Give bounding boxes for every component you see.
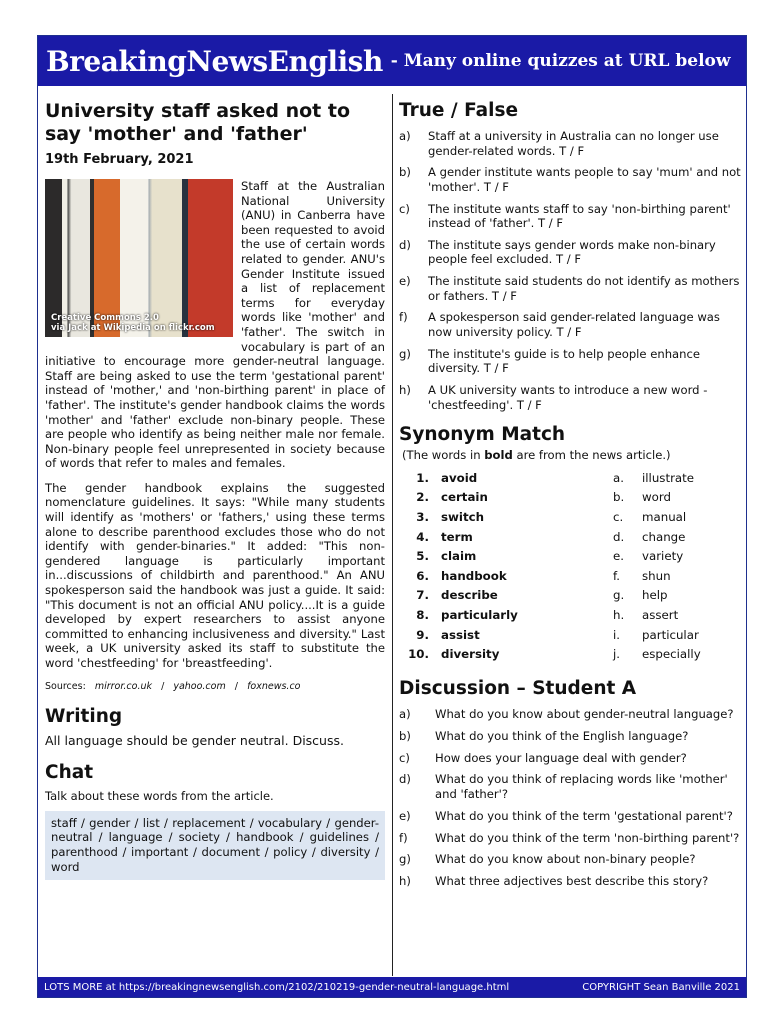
brand-title: BreakingNewsEnglish bbox=[46, 44, 383, 78]
item-letter: h) bbox=[399, 383, 411, 398]
synonym-word: certain bbox=[441, 490, 488, 505]
synonym-letter: b. bbox=[613, 490, 625, 505]
item-letter: b) bbox=[399, 728, 411, 743]
synonym-row bbox=[399, 566, 741, 586]
item-letter: f) bbox=[399, 310, 408, 325]
discussion-item bbox=[399, 874, 741, 889]
synonym-word: particularly bbox=[441, 608, 518, 623]
synonym-letter: e. bbox=[613, 549, 625, 564]
item-text: A gender institute wants people to say 'mum' and not 'mother'. T / F bbox=[428, 165, 741, 194]
synonym-letter: g. bbox=[613, 588, 625, 603]
item-text: What do you know about gender-neutral language? bbox=[435, 707, 734, 722]
sources-label: Sources: bbox=[45, 680, 86, 692]
chat-title: Chat bbox=[45, 761, 94, 783]
photo-credit-line: via Jack at Wikipedia on flickr.com bbox=[51, 323, 215, 333]
synonym-letter: i. bbox=[613, 627, 621, 642]
item-text: How does your language deal with gender? bbox=[435, 750, 687, 765]
item-letter: e) bbox=[399, 808, 411, 823]
synonym-match: variety bbox=[642, 549, 684, 564]
synonym-letter: d. bbox=[613, 529, 625, 544]
item-text: The institute says gender words make non-binary people feel excluded. T / F bbox=[428, 237, 716, 267]
true-false-item bbox=[399, 310, 741, 339]
item-letter: f) bbox=[399, 830, 408, 845]
synonym-subtitle-bold: bold bbox=[484, 448, 513, 463]
synonym-match: help bbox=[642, 588, 668, 603]
discussion-item bbox=[399, 729, 741, 744]
synonym-row bbox=[399, 468, 741, 488]
item-text: What do you think of the term 'non-birthing parent'? bbox=[435, 830, 740, 845]
synonym-row bbox=[399, 586, 741, 606]
synonym-number: 3. bbox=[416, 510, 429, 525]
synonym-subtitle-text: are from the news article.) bbox=[512, 448, 671, 463]
true-false-item bbox=[399, 347, 741, 376]
source-link[interactable]: mirror.co.uk bbox=[94, 680, 152, 692]
synonym-word: describe bbox=[441, 588, 498, 603]
synonym-number: 2. bbox=[416, 490, 429, 505]
synonym-match-title: Synonym Match bbox=[399, 424, 566, 446]
item-text: What do you think of the term 'gestational parent'? bbox=[435, 808, 733, 823]
item-letter: b) bbox=[399, 165, 411, 180]
synonym-row bbox=[399, 625, 741, 645]
synonym-match: manual bbox=[642, 510, 687, 525]
discussion-item bbox=[399, 772, 741, 801]
discussion-item bbox=[399, 707, 741, 722]
item-text: What do you think of the English language? bbox=[435, 728, 689, 743]
synonym-letter: j. bbox=[613, 647, 621, 662]
item-letter: g) bbox=[399, 852, 411, 867]
left-column bbox=[45, 100, 385, 880]
synonym-word: claim bbox=[441, 549, 477, 564]
item-letter: h) bbox=[399, 874, 411, 889]
header-tagline: - Many online quizzes at URL below bbox=[390, 51, 731, 71]
synonym-subtitle-text: (The words in bbox=[402, 448, 485, 463]
sources-line bbox=[45, 681, 385, 692]
synonym-number: 5. bbox=[416, 549, 429, 564]
discussion-list bbox=[399, 707, 741, 889]
item-letter: d) bbox=[399, 237, 411, 252]
synonym-match: change bbox=[642, 529, 686, 544]
discussion-item bbox=[399, 852, 741, 867]
synonym-match: shun bbox=[642, 568, 671, 583]
synonym-row bbox=[399, 507, 741, 527]
synonym-match: assert bbox=[642, 608, 679, 623]
article-paragraph: Staff at the Australian National University (ANU) in Canberra have been requested to avoid the use of certain words related to gender. ANU's Gender Institute issued a list of replacement terms for everyday words like 'mother' and 'father'. The switch in vocabulary is part of an initiative to encourage more gender-neutral language. Staff are being asked to use the term 'gestational parent' instead of 'mother,' and 'non-birthing parent' in place of 'father'. The institute's gender handbook claims the words 'mother' and 'father' exclude non-binary people. These are people who identify as being neither male nor female. Non-binary people feel unrepresented in society because of words that refer to males and females. bbox=[45, 179, 385, 471]
writing-prompt: All language should be gender neutral. Discuss. bbox=[45, 732, 344, 748]
source-separator: / bbox=[234, 680, 238, 692]
item-text: The institute's guide is to help people enhance diversity. T / F bbox=[428, 346, 701, 376]
synonym-list bbox=[399, 468, 741, 664]
item-text: The institute said students do not identify as mothers or fathers. T / F bbox=[428, 274, 740, 303]
chat-intro: Talk about these words from the article. bbox=[45, 788, 274, 803]
item-text: A spokesperson said gender-related language was now university policy. T / F bbox=[428, 310, 720, 339]
synonym-number: 1. bbox=[416, 470, 429, 485]
source-link[interactable]: foxnews.co bbox=[247, 680, 301, 692]
discussion-item bbox=[399, 831, 741, 846]
item-letter: e) bbox=[399, 274, 411, 289]
item-text: Staff at a university in Australia can no longer use gender-related words. T / F bbox=[428, 129, 719, 158]
item-letter: g) bbox=[399, 346, 411, 361]
synonym-word: avoid bbox=[441, 470, 478, 485]
synonym-number: 9. bbox=[416, 627, 429, 642]
true-false-item bbox=[399, 202, 741, 231]
synonym-word: diversity bbox=[441, 647, 500, 662]
photo-credit-line: Creative Commons 2.0 bbox=[51, 313, 159, 323]
synonym-word: assist bbox=[441, 627, 480, 642]
true-false-item bbox=[399, 274, 741, 303]
synonym-number: 10. bbox=[408, 647, 429, 662]
synonym-match: word bbox=[642, 490, 671, 505]
writing-title: Writing bbox=[45, 705, 123, 727]
article-date: 19th February, 2021 bbox=[45, 152, 194, 167]
true-false-item bbox=[399, 129, 741, 158]
item-letter: a) bbox=[399, 129, 411, 143]
column-divider bbox=[392, 94, 393, 976]
synonym-row bbox=[399, 546, 741, 566]
synonym-row bbox=[399, 488, 741, 508]
right-column bbox=[399, 100, 741, 896]
true-false-list bbox=[399, 129, 741, 412]
item-text: What do you know about non-binary people? bbox=[435, 852, 696, 867]
true-false-item bbox=[399, 383, 741, 412]
synonym-word: switch bbox=[441, 510, 484, 525]
true-false-item bbox=[399, 165, 741, 194]
synonym-letter: f. bbox=[613, 568, 621, 583]
photo-credit bbox=[51, 313, 215, 333]
synonym-number: 4. bbox=[416, 529, 429, 544]
synonym-number: 6. bbox=[416, 568, 429, 583]
article-paragraph-2: The gender handbook explains the suggested nomenclature guidelines. It says: "While many students will identify as 'mothers' or 'fathers,' using these terms alone to describe parenthood excludes those who do not identify with gender-binaries." It added: "This non-gendered language is particularly important in...discussions of childbirth and parenthood." An ANU spokesperson said the handbook was just a guide. It said: "This document is not an official ANU policy....It is a guide developed by expert researchers to assist anyone committed to enhancing inclusiveness and diversity." Last week, a UK university asked its staff to substitute the word 'chestfeeding' for 'breastfeeding'. bbox=[45, 480, 385, 670]
item-text: A UK university wants to introduce a new word - 'chestfeeding'. T / F bbox=[428, 383, 708, 412]
discussion-item bbox=[399, 751, 741, 766]
synonym-row bbox=[399, 605, 741, 625]
synonym-letter: c. bbox=[613, 510, 624, 525]
item-text: The institute wants staff to say 'non-birthing parent' instead of 'father'. T / F bbox=[428, 201, 731, 231]
item-letter: a) bbox=[399, 707, 411, 722]
item-text: What do you think of replacing words like 'mother' and 'father'? bbox=[435, 772, 728, 801]
footer-url[interactable]: LOTS MORE at https://breakingnewsenglish.com/2102/210219-gender-neutral-language.html bbox=[44, 981, 510, 993]
source-separator: / bbox=[161, 680, 165, 692]
item-letter: c) bbox=[399, 201, 410, 216]
header-banner bbox=[38, 36, 746, 86]
article-title: University staff asked not to say 'mother' and 'father' bbox=[45, 100, 351, 145]
footer-bar bbox=[38, 977, 746, 997]
synonym-row bbox=[399, 527, 741, 547]
synonym-letter: h. bbox=[613, 608, 625, 623]
item-text: What three adjectives best describe this story? bbox=[435, 874, 709, 889]
synonym-subtitle bbox=[402, 448, 741, 462]
synonym-match: illustrate bbox=[642, 470, 695, 485]
synonym-match: particular bbox=[642, 627, 699, 642]
article-body bbox=[45, 179, 385, 471]
true-false-title: True / False bbox=[399, 100, 519, 121]
item-letter: d) bbox=[399, 772, 411, 787]
article-photo bbox=[45, 179, 233, 337]
synonym-number: 7. bbox=[416, 588, 429, 603]
synonym-word: handbook bbox=[441, 568, 507, 583]
chat-word-box: staff / gender / list / replacement / vocabulary / gender-neutral / language / society / handbook / guidelines / parenthood / important / document / policy / diversity / word bbox=[45, 811, 385, 880]
footer-copyright: COPYRIGHT Sean Banville 2021 bbox=[582, 981, 740, 993]
discussion-item bbox=[399, 809, 741, 824]
source-link[interactable]: yahoo.com bbox=[173, 680, 226, 692]
synonym-word: term bbox=[441, 529, 473, 544]
synonym-row bbox=[399, 644, 741, 664]
true-false-item bbox=[399, 238, 741, 267]
synonym-number: 8. bbox=[416, 608, 429, 623]
discussion-title: Discussion – Student A bbox=[399, 678, 637, 700]
item-letter: c) bbox=[399, 750, 410, 765]
synonym-letter: a. bbox=[613, 470, 624, 485]
synonym-match: especially bbox=[642, 647, 701, 662]
